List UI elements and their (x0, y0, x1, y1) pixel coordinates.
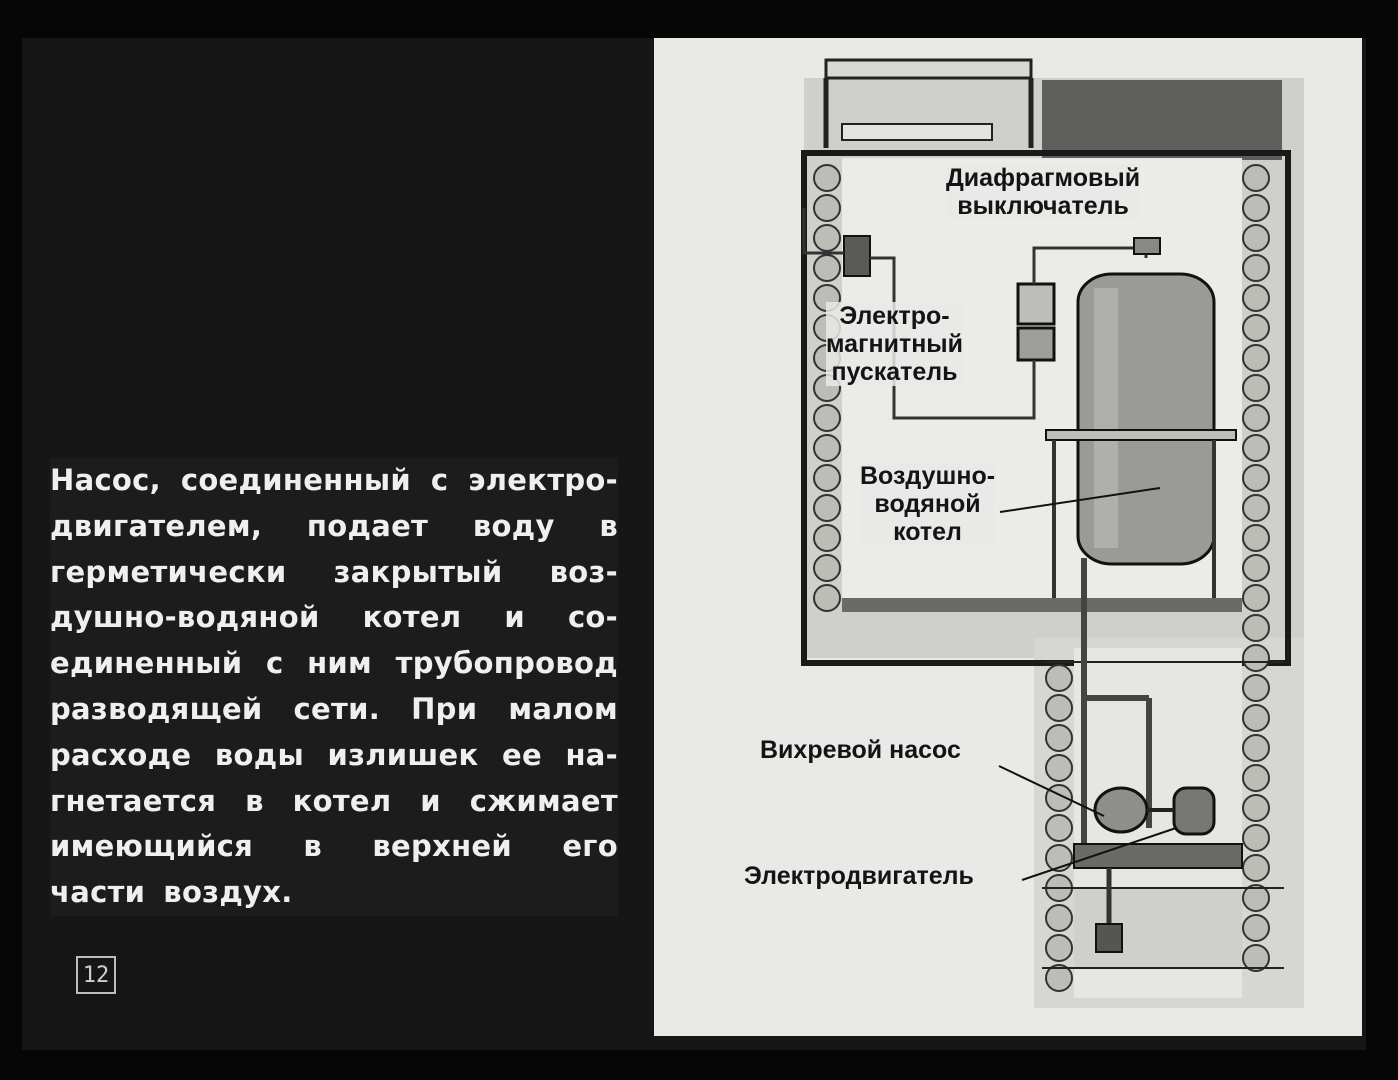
text-line (50, 824, 618, 870)
cellar-wall (1042, 80, 1282, 160)
text-word: воз- (549, 554, 618, 589)
text-word: имеющийся (50, 829, 254, 864)
starter-box-lower (1018, 328, 1054, 360)
text-word: ее (502, 737, 542, 772)
text-word: сжимает (469, 783, 618, 818)
text-word: расходе (50, 737, 192, 772)
suction-filter (1096, 924, 1122, 952)
power-box (844, 236, 870, 276)
text-line (50, 504, 618, 550)
hatch-lid (826, 60, 1031, 78)
vortex-pump (1095, 788, 1147, 832)
text-word: ним (307, 646, 373, 681)
text-line (50, 550, 618, 596)
text-line (50, 733, 618, 779)
label-electric-motor: Электродвигатель (744, 862, 974, 890)
text-word: подает (306, 508, 429, 543)
text-line (50, 687, 618, 733)
text-word: душно-водяной (50, 600, 320, 635)
log-wall-well-left (1046, 665, 1072, 991)
text-line (50, 458, 618, 504)
diaphragm-switch (1134, 238, 1160, 254)
text-word: котел (362, 600, 462, 635)
starter-box-upper (1018, 284, 1054, 324)
text-word: с (430, 463, 449, 497)
text-line (50, 779, 618, 825)
text-word: в (599, 508, 618, 543)
text-word: сети. (293, 691, 381, 726)
water-supply-diagram (654, 38, 1362, 1036)
text-word: части (50, 875, 146, 910)
text-word: соединенный (180, 463, 411, 497)
text-word: и (504, 600, 525, 635)
text-word: котел (292, 783, 392, 818)
log-wall-left (814, 165, 840, 611)
label-vortex-pump: Вихревой насос (760, 736, 961, 764)
text-word: малом (508, 691, 618, 726)
frame-number: 12 (76, 956, 116, 994)
chamber-floor (842, 598, 1242, 612)
text-word: в (245, 783, 264, 818)
text-word: воды (214, 737, 304, 772)
text-word: излишек (327, 737, 479, 772)
text-word: При (411, 691, 478, 726)
text-word: герметически (50, 554, 287, 589)
description-text (50, 458, 618, 916)
text-word: Насос, (50, 463, 161, 497)
text-word: его (562, 829, 618, 864)
text-word: с (266, 646, 284, 681)
text-word: на- (565, 737, 618, 772)
text-word: верхней (372, 829, 512, 864)
text-line (50, 595, 618, 641)
text-word: со- (567, 600, 618, 635)
text-word: гнетается (50, 783, 217, 818)
label-diaphragm-switch: Диафрагмовый выключатель (946, 164, 1141, 220)
text-line (50, 870, 618, 916)
text-word: воздух. (163, 875, 293, 910)
electric-motor (1174, 788, 1214, 834)
label-air-water-tank: Воздушно- водяной котел (860, 462, 996, 546)
text-word: единенный (50, 646, 243, 681)
text-word: в (303, 829, 323, 864)
hatch-frame (842, 124, 992, 140)
text-word: воду (472, 508, 555, 543)
tank-stand (1046, 430, 1236, 440)
text-line (50, 641, 618, 687)
text-word: разводящей (50, 691, 263, 726)
text-word: электро- (468, 463, 618, 497)
text-word: трубопровод (395, 646, 618, 681)
text-word: и (420, 783, 441, 818)
text-word: двигателем, (50, 508, 263, 543)
label-magnetic-starter: Электро- магнитный пускатель (826, 302, 964, 386)
pump-platform (1074, 844, 1242, 868)
text-word: закрытый (333, 554, 503, 589)
